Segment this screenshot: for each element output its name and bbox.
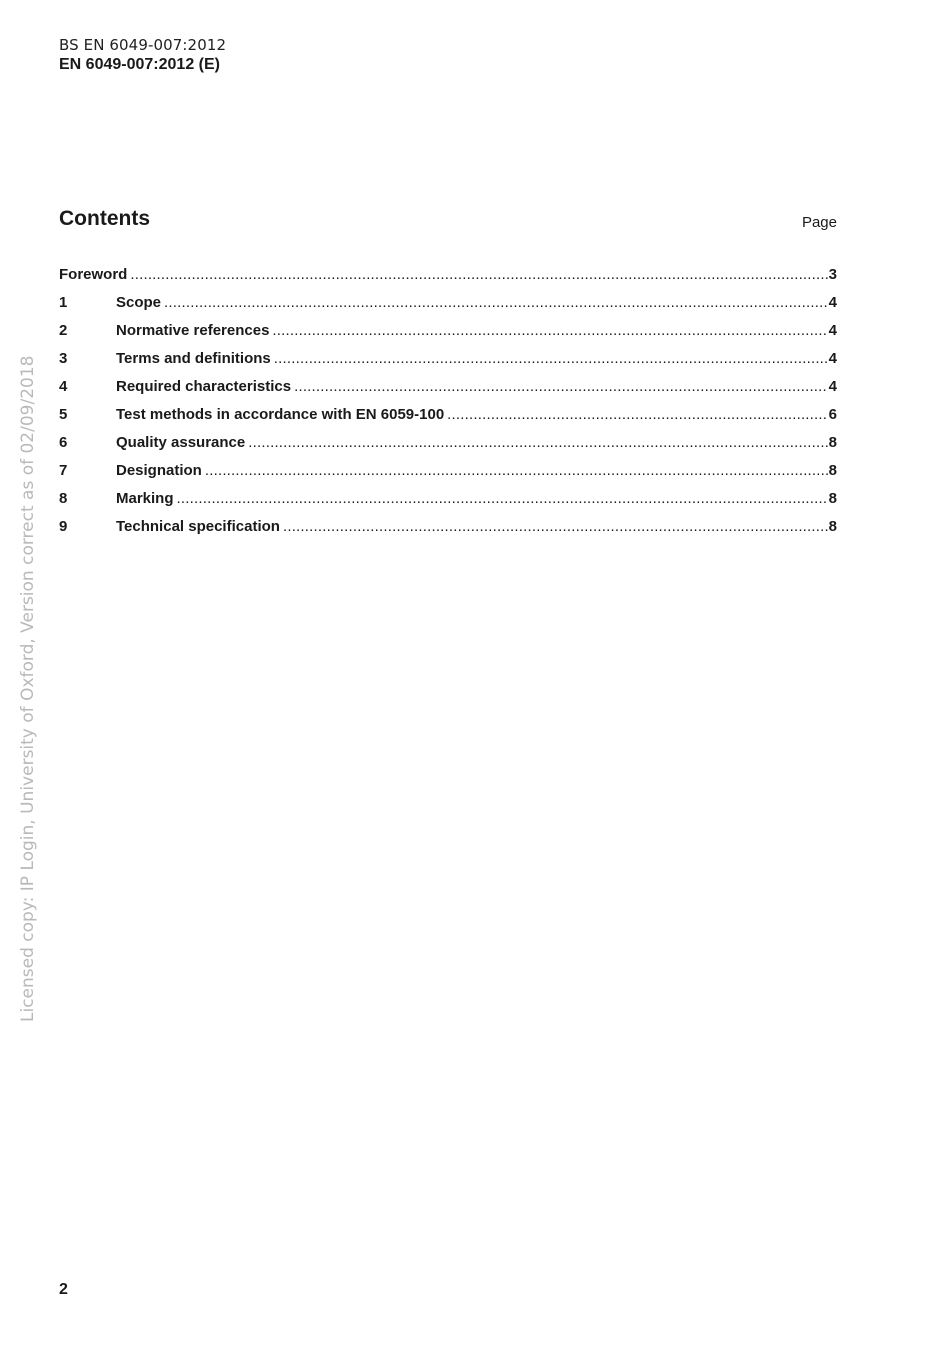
dot-leader [164,294,828,311]
toc-entry-number: 6 [59,434,68,451]
toc-entry-terms-and-definitions[interactable] [59,350,837,378]
toc-entry-number: 9 [59,518,68,535]
toc-entry-number: 5 [59,406,68,423]
toc-entry-designation[interactable] [59,462,837,490]
dot-leader [272,322,827,339]
contents-heading: Contents [59,207,150,230]
toc-entry-page: 3 [828,266,837,283]
toc-entry-title: Technical specification [116,518,280,535]
page-number: 2 [59,1281,68,1298]
toc-entry-quality-assurance[interactable] [59,434,837,462]
toc-entry-page: 4 [828,294,837,311]
toc-entry-page: 4 [828,350,837,367]
dot-leader [177,490,828,507]
toc-entry-title: Marking [116,490,174,507]
dot-leader [248,434,827,451]
toc-entry-page: 4 [828,378,837,395]
dot-leader [294,378,828,395]
toc-entry-title: Designation [116,462,202,479]
toc-entry-test-methods[interactable] [59,406,837,434]
dot-leader [447,406,827,423]
toc-entry-scope[interactable] [59,294,837,322]
toc-entry-page: 8 [828,518,837,535]
toc-entry-title: Scope [116,294,162,311]
toc-entry-page: 4 [828,322,837,339]
toc-entry-number: 8 [59,490,68,507]
license-watermark: Licensed copy: IP Login, University of Oxford, Version correct as of 02/09/2018 [18,355,38,1022]
toc-entry-page: 6 [828,406,837,423]
dot-leader [130,266,827,283]
document-id: BS EN 6049-007:2012 [59,36,227,54]
toc-entry-title: Required characteristics [116,378,292,395]
dot-leader [283,518,828,535]
toc-entry-page: 8 [828,490,837,507]
toc-entry-marking[interactable] [59,490,837,518]
toc-entry-required-characteristics[interactable] [59,378,837,406]
toc-entry-title: Normative references [116,322,270,339]
table-of-contents [59,266,837,546]
dot-leader [274,350,828,367]
toc-entry-number: 1 [59,294,68,311]
toc-entry-number: 7 [59,462,68,479]
toc-entry-title: Terms and definitions [116,350,271,367]
toc-entry-number: 2 [59,322,68,339]
toc-entry-page: 8 [828,434,837,451]
toc-entry-technical-specification[interactable] [59,518,837,546]
toc-entry-title: Foreword [59,266,128,283]
toc-entry-number: 4 [59,378,68,395]
toc-entry-page: 8 [828,462,837,479]
toc-entry-foreword[interactable] [59,266,837,294]
dot-leader [205,462,828,479]
document-id-english: EN 6049-007:2012 (E) [59,56,220,73]
page-column-label: Page [801,214,837,231]
toc-entry-title: Test methods in accordance with EN 6059-100 [116,406,445,423]
toc-entry-title: Quality assurance [116,434,246,451]
toc-entry-number: 3 [59,350,68,367]
toc-entry-normative-references[interactable] [59,322,837,350]
